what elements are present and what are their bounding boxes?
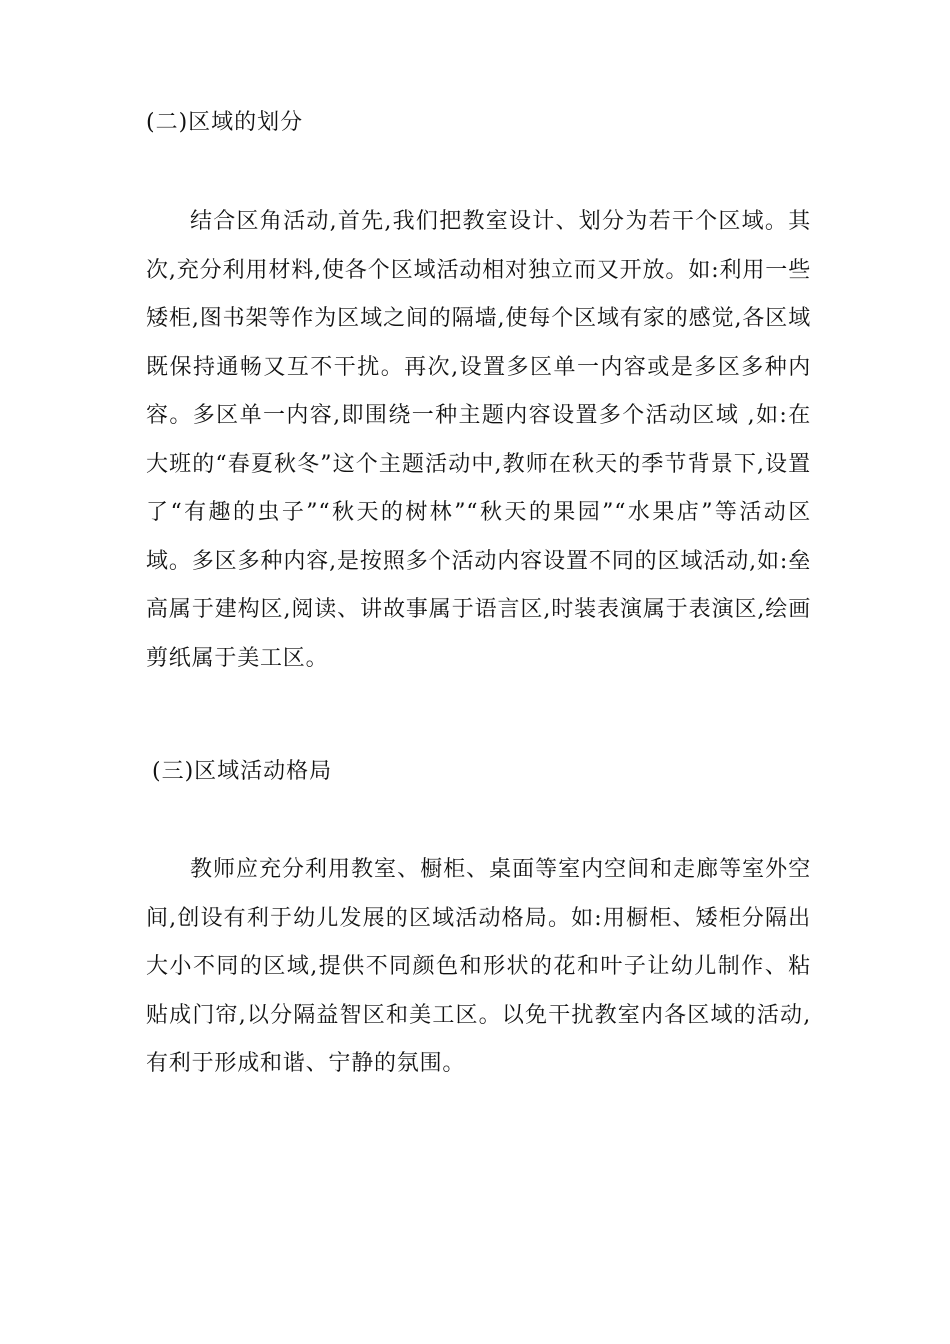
section-paragraph-region-division: 结合区角活动,首先,我们把教室设计、划分为若干个区域。其次,充分利用材料,使各个区域活动相对独立而又开放。如:利用一些矮柜,图书架等作为区域之间的隔墙,使每个区域有家的感觉,各区域既保持通畅又互不干扰。再次,设置多区单一内容或是多区多种内容。多区单一内容,即围绕一种主题内容设置多个活动区域 ,如:在大班的“春夏秋冬”这个主题活动中,教师在秋天的季节背景下,设置了“有趣的虫子”“秋天的树林”“秋天的果园”“水果店”等活动区域。多区多种内容,是按照多个活动内容设置不同的区域活动,如:垒高属于建构区,阅读、讲故事属于语言区,时装表演属于表演区,绘画剪纸属于美工区。 [146,209,811,671]
section-heading-region-division: (二)区域的划分 [146,110,304,135]
section-paragraph-activity-layout: 教师应充分利用教室、橱柜、桌面等室内空间和走廊等室外空间,创设有利于幼儿发展的区域活动格局。如:用橱柜、矮柜分隔出大小不同的区域,提供不同颜色和形状的花和叶子让幼儿制作、粘贴成门帘,以分隔益智区和美工区。以免干扰教室内各区域的活动,有利于形成和谐、宁静的氛围。 [146,857,811,1076]
section-heading-activity-layout: (三)区域活动格局 [152,759,333,784]
